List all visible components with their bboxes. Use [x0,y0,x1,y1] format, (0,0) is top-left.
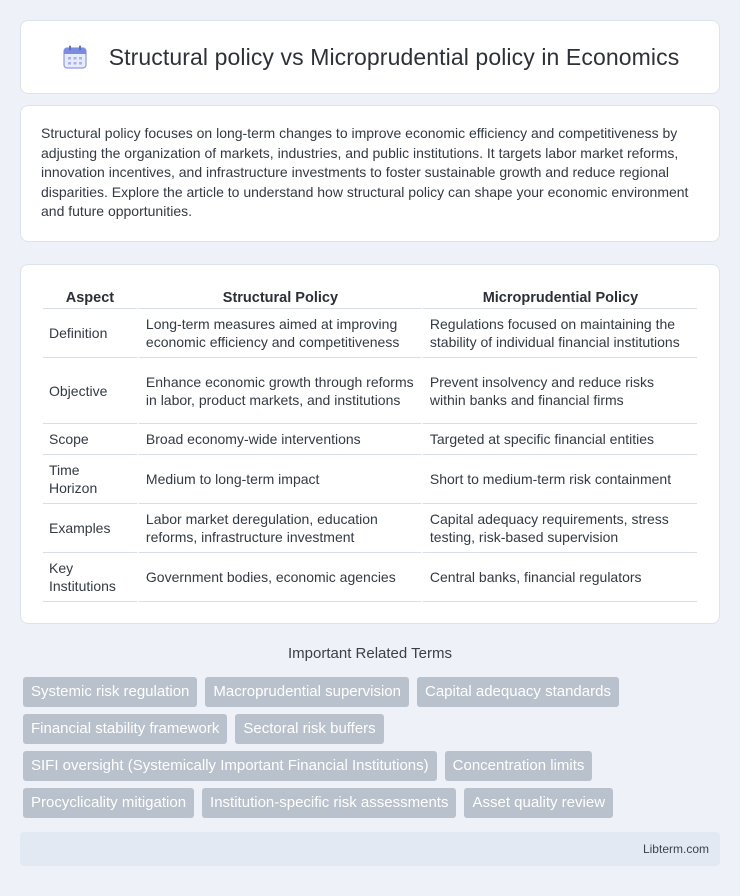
related-term-tag[interactable]: Financial stability framework [23,714,227,744]
related-term-tag[interactable]: Systemic risk regulation [23,677,197,707]
row-microprudential: Prevent insolvency and reduce risks within banks and financial firms [421,358,697,424]
row-structural: Labor market deregulation, education reforms, infrastructure investment [137,504,421,553]
row-microprudential: Capital adequacy requirements, stress testing, risk-based supervision [421,504,697,553]
row-aspect: Scope [43,424,137,455]
related-term-tag[interactable]: Concentration limits [445,751,593,781]
row-microprudential: Targeted at specific financial entities [421,424,697,455]
related-term-tag[interactable]: Sectoral risk buffers [235,714,383,744]
row-aspect: Time Horizon [43,455,137,504]
intro-card [20,105,720,242]
related-term-tag[interactable]: SIFI oversight (Systemically Important Financial Institutions) [23,751,437,781]
row-microprudential: Regulations focused on maintaining the stability of individual financial institutions [421,309,697,358]
table-row [43,455,697,504]
table-row [43,309,697,358]
column-header-microprudential: Microprudential Policy [421,285,697,309]
comparison-table-card [20,264,720,624]
row-microprudential: Central banks, financial regulators [421,553,697,602]
row-structural: Broad economy-wide interventions [137,424,421,455]
related-terms-list [23,677,723,825]
column-header-aspect: Aspect [43,285,137,309]
row-structural: Enhance economic growth through reforms in labor, product markets, and institutions [137,358,421,424]
comparison-table [43,285,697,602]
page-title: Structural policy vs Microprudential policy in Economics [108,43,680,70]
related-term-tag[interactable]: Capital adequacy standards [417,677,619,707]
table-row [43,358,697,424]
column-header-structural: Structural Policy [137,285,421,309]
table-row [43,424,697,455]
row-aspect: Examples [43,504,137,553]
row-aspect: Objective [43,358,137,424]
calendar-icon [61,43,89,71]
row-aspect: Definition [43,309,137,358]
footer-site-link[interactable]: Libterm.com [642,842,709,856]
related-term-tag[interactable]: Procyclicality mitigation [23,788,194,818]
table-header-row [43,285,697,309]
related-term-tag[interactable]: Institution-specific risk assessments [202,788,456,818]
row-structural: Long-term measures aimed at improving economic efficiency and competitiveness [137,309,421,358]
table-row [43,504,697,553]
related-term-tag[interactable]: Asset quality review [464,788,613,818]
row-aspect: Key Institutions [43,553,137,602]
intro-text: Structural policy focuses on long-term changes to improve economic efficiency and competitiveness by adjusting the organization of markets, industries, and public institutions. It targets labor market reforms, innovation incentives, and infrastructure investments to foster sustainable growth and reduce regional disparities. Explore the article to understand how structural policy can shape your economic environment and future opportunities. [41,125,689,219]
row-microprudential: Short to medium-term risk containment [421,455,697,504]
related-term-tag[interactable]: Macroprudential supervision [205,677,409,707]
footer [20,832,720,866]
row-structural: Government bodies, economic agencies [137,553,421,602]
related-terms-title: Important Related Terms [288,645,452,662]
row-structural: Medium to long-term impact [137,455,421,504]
header-card [20,20,720,94]
table-row [43,553,697,602]
